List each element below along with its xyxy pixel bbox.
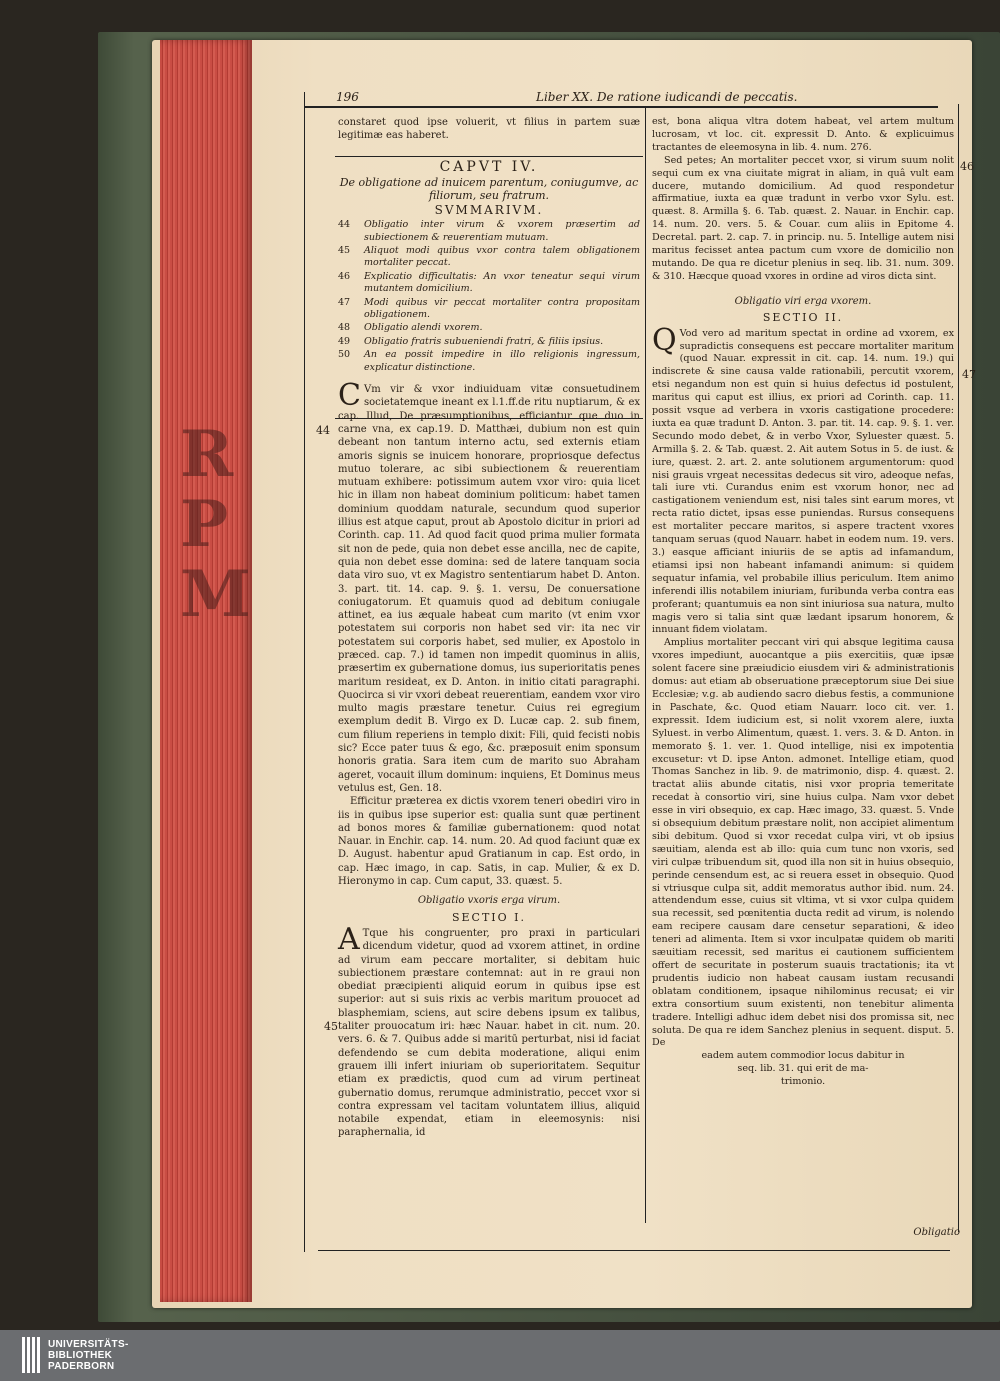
frame-bottom — [318, 1250, 950, 1251]
paragraph-r3: Q Vod vero ad maritum spectat in ordine ad vxorem, ex supradictis consequens est peccare mortaliter maritum (quod Nauar. expressit in cit. cap. 14. num. 19.) qui indiscrete & sine causa valde rationabili, percutit vxorem, etsi negandum non est quin si huius defectus id postulent, maritus qui caput est illius, ex priori ad Corinth. cap. 11. possit vsque ad verbera in vxoris castigatione procedere: iuxta ea quæ tradunt D. Anton. 3. par. tit. 14. cap. 9. §. 1. ver. Secundo modo debet, & in verbo Vxor, Syluester quæst. 5. Armilla §. 2. & Tab. quæst. 2. Ait autem Sotus in 5. de iust. & iure, quæst. 2. art. 2. ante solutionem argumentorum: quod nisi grauis vrgeat necessitas dedecus sit viro, adeoque nefas, tali iure vti. Curandus enim est vxorum honor, nec ad castigationem veniendum est, nisi tales sint earum mores, vt recta ratio dictet, ipsas esse puniendas. Rursus consequens est mortaliter peccare maritos, si aspere tractent vxores tanquam seruas (quod Nauarr. habet in eodem num. 19. vers. 3.) easque afficiant iniuriis de se aptis ad infamandum, etiamsi ipsi non habeant infamandi animum: si quidem sequatur infamia, vel probabile illius periculum. Item animo inferendi illis notabilem iniuriam, furibunda verba contra eas proferant; quantumuis ea non sint iniuriosa sua natura, multo magis vero si talia sint quæ lædant ipsarum honorem, & innuant fidem violatam. — [652, 322, 954, 636]
right-column — [652, 116, 954, 1089]
margin-number-46: 46 — [960, 160, 974, 173]
logo-text: UNIVERSITÄTS- BIBLIOTHEK PADERBORN — [48, 1338, 129, 1372]
bleed-through-letters: R P M — [180, 417, 251, 632]
library-logo — [22, 1333, 129, 1377]
page-number: 196 — [336, 90, 359, 104]
frame-left — [304, 92, 305, 1252]
drop-capital: C — [338, 378, 361, 414]
summary-item: 45 Aliquot modi quibus vxor contra talem obligationem mortaliter peccat. — [338, 245, 640, 269]
paragraph-r2: Sed petes; An mortaliter peccet vxor, si virum suum nolit sequi cum ex vna ciuitate migrat in aliam, in quâ vult eam ducere, mutando domicilium. Ad quod respondetur affirmatiue, iuxta ea quæ tradunt in verbo vxor Sylu. est. quæst. 8. Armilla §. 6. Tab. quæst. 2. Nauar. in Enchir. cap. 14. num. 20. vers. 5. & Couar. cum aliis in Epitome 4. Decretal. part. 2. cap. 7. in princip. nu. 5. Intellige autem nisi maritus fecisset antea pactum cum vxore de domicilio non mutando. De qua re dicetur plenius in seq. lib. 31. num. 309. & 310. Hæcque quoad vxores in ordine ad viros dicta sint. — [652, 154, 954, 282]
paragraph-r1: est, bona aliqua vltra dotem habeat, vel artem multum lucrosam, vt loc. cit. expressit D. Anto. & explicuimus tractantes de eleemosyna in lib. 4. num. 276. — [652, 116, 954, 153]
summary-item: 50 An ea possit impedire in illo religionis ingressum, explicatur distinctione. — [338, 349, 640, 373]
drop-capital: Q — [652, 322, 677, 358]
caput-heading: CAPVT IV. — [439, 158, 539, 175]
running-head: Liber XX. De ratione iudicandi de peccatis. — [536, 90, 798, 104]
header-rule — [304, 106, 938, 108]
paragraph-r4: Amplius mortaliter peccant viri qui absque legitima causa vxores impediunt, auocantque a piis exercitiis, quæ ipsæ solent facere sine præiudicio eiusdem viri & administrationis domus: aut etiam ab obseruatione præceptorum siue Dei siue Ecclesiæ; v.g. ab audiendo sacro diebus festis, a communione in Paschate, &c. Quod etiam Nauarr. loco cit. ver. 1. expressit. Idem iudicium est, si nolit vxorem alere, iuxta Syluest. in verbo Alimentum, quæst. 1. vers. 3. & D. Anton. in memorato §. 1. ver. 1. Quod intellige, nisi ex impotentia excusetur: vt D. ipse Anton. admonet. Intellige etiam, quod Thomas Sanchez in lib. 9. de matrimonio, disp. 4. quæst. 2. tractat aliis abunde citatis, nisi vxor propria temeritate recedat à consortio viri, sine huius culpa. Nam vxor debet esse in viri obsequio, ex cap. Hæc imago, 33. quæst. 5. Vnde si obsequium debitum præstare nolit, non accipiet alimentum sibi debitum. Quod si vxor recedat culpa viri, vt ob ipsius sæuitiam, alenda est ab illo: quia cum tunc non vxoris, sed viri culpæ tribuendum sit, quod illa non sit in huius obsequio, perinde censendum est, ac si reuera esset in obsequio. Quod si vtriusque culpa sit, addit memoratus author ibid. num. 24. attendendum esse, cuius sit vltima, vt si vxor culpa quidem sua recessit, sed pœnitentia ducta redit ad virum, is nolendo eam recipere causam dare censetur separationi, & ideo teneri ad alimenta. Item si vxor inculpatæ quidem ob mariti sæuitiam recessit, sed maritus ei cautionem sufficientem offert de securitate in posterum suauis tractationis; ita vt prudentis iudicio non habeat causam iustam recusandi oblatam conditionem, ipsaque nihilominus recusat; ei vir extra consortium suum existenti, non tenebitur alimenta tradere. Intelligi adhuc idem debet nisi dos promissa sit, nec soluta. De qua re idem Sanchez plenius in sequent. disput. 5. De — [652, 637, 954, 1049]
left-column — [338, 116, 640, 1140]
paragraph-2: Efficitur præterea ex dictis vxorem teneri obediri viro in iis in quibus ipse superior est: qualia sunt quæ pertinent ad bonos mores & familiæ gubernationem: quod notat Nauar. in Enchir. cap. 14. num. 20. Ad quod faciunt quæ ex D. August. habentur apud Gratianum in cap. Est ordo, in cap. Hæc imago, in cap. Satis, in cap. Mulier, & ex D. Hieronymo in cap. Cum caput, 33. quæst. 5. — [338, 796, 640, 888]
caput-title: De obligatione ad inuicem parentum, coniugumve, ac filiorum, seu fratrum. — [339, 175, 639, 202]
paragraph-1: C Vm vir & vxor indiuiduam vitæ consuetudinem societatemque ineant ex l.1.ff.de ritu nuptiarum, & ex cap. Illud, De præsumptionibus, efficiantur que duo in carne vna, ex cap.19. D. Matthæi, dubium non est quin debeant non tantum interno actu, sed externis etiam amoris signis se inuicem honorare, propriosque defectus mutuo tolerare, ac sibi subiectionem & reuerentiam mutuam exhibere: potissimum autem vxor viro: quia licet hic in illam non habeat dominium politicum: habet tamen dominium quoddam naturale, secundum quod superior illius est atque caput, prout ab Apostolo dicitur in priori ad Corinth. cap. 11. Ad quod facit quod prima mulier formata sit non de pede, quia non debet esse ancilla, nec de capite, quia non debet esse domina: sed de latere tanquam socia data viro suo, vt ex Magistro sententiarum habet D. Anton. 3. part. tit. 14. cap. 9. §. 1. versu, De conuersatione coniugatorum. Et quamuis quod ad debitum coniugale attinet, ea ius æquale habeat cum marito (vt enim vxor potestatem sui corporis non habet sed vir: ita nec vir potestatem sui corporis habet, sed mulier, ex Apostolo in præced. cap. 7.) id tamen non impedit quominus in aliis, præsertim ex gubernatione domus, ius superioritatis penes maritum resideat, ex D. Anton. in initio citati paragraphi. Quocirca si vir vxori debeat reuerentiam, eandem vxor viro multo magis præstare tenetur. Cuius rei egregium exemplum dedit B. Virgo ex D. Lucæ cap. 2. sub finem, cum filium reperiens in templo dixit: Fili, quid fecisti nobis sic? Ecce pater tuus & ego, &c. præposuit enim sponsum honoris gratia. Sara item cum de marito suo Abraham ageret, vocauit illum dominum: inquiens, Et Dominus meus vetulus est, Gen. 18. — [338, 378, 640, 794]
page-edges — [160, 40, 252, 1302]
closing-lines: eadem autem commodior locus dabitur in seq. lib. 31. qui erit de ma- trimonio. — [701, 1050, 905, 1088]
summary-item: 49 Obligatio fratris subueniendi fratri, & filiis ipsius. — [338, 335, 604, 347]
column-divider — [645, 108, 646, 1223]
summary-item: 47 Modi quibus vir peccat mortaliter contra propositam obligationem. — [338, 296, 640, 321]
paragraph-3: A Tque his congruenter, pro praxi in particulari dicendum videtur, quod ad vxorem attinet, in ordine ad virum eam peccare mortaliter, si debitam huic subiectionem præstare contemnat: aut in re graui non obediat præcipienti aliquid eorum in quibus ipse est superior: aut si suis rixis ac verbis maritum prouocet ad blasphemiam, sciens, aut scire debens ipsum ex talibus, taliter prouocatum iri: hæc Nauar. habet in cit. num. 20. vers. 6. & 7. Quibus adde si maritū perturbat, nisi id faciat defendendo se cum debita moderatione, aliqui enim grauem illi infert iniuriam ob superioritatem. Sequitur etiam ex prædictis, quod cum ad virum pertineat gubernatio domus, rerumque administratio, peccet vxor si contra expressam vel tacitam voluntatem illius, aliquid notabile expendat, etiam in eleemosynis: nisi paraphernalia, id — [338, 921, 640, 1139]
catchword: Obligatio — [913, 1227, 960, 1238]
subheading-vxoris: Obligatio vxoris erga virum. — [417, 895, 561, 907]
margin-number-45: 45 — [324, 1020, 338, 1033]
logo-bars-icon — [22, 1337, 40, 1373]
drop-capital: A — [338, 921, 360, 957]
sectio-2-heading: SECTIO II. — [762, 310, 844, 324]
summarium-heading: SVMMARIVM. — [434, 202, 544, 217]
subheading-viri: Obligatio viri erga vxorem. — [734, 295, 872, 307]
margin-number-47: 47 — [962, 368, 976, 381]
summary-item: 46 Explicatio difficultatis: An vxor teneatur sequi virum mutantem domicilium. — [338, 270, 640, 295]
intro-text: constaret quod ipse voluerit, vt filius in partem suæ legitimæ eas haberet. — [338, 117, 640, 142]
summary-item: 48 Obligatio alendi vxorem. — [338, 322, 483, 334]
footer-bar — [0, 1330, 1000, 1381]
summary-list — [338, 219, 640, 374]
summary-item: 44 Obligatio inter virum & vxorem præsertim ad subiectionem & reuerentiam mutuam. — [338, 219, 640, 243]
frame-right — [958, 104, 959, 1232]
sectio-1-heading: SECTIO I. — [451, 910, 527, 924]
margin-number-44: 44 — [316, 424, 330, 437]
